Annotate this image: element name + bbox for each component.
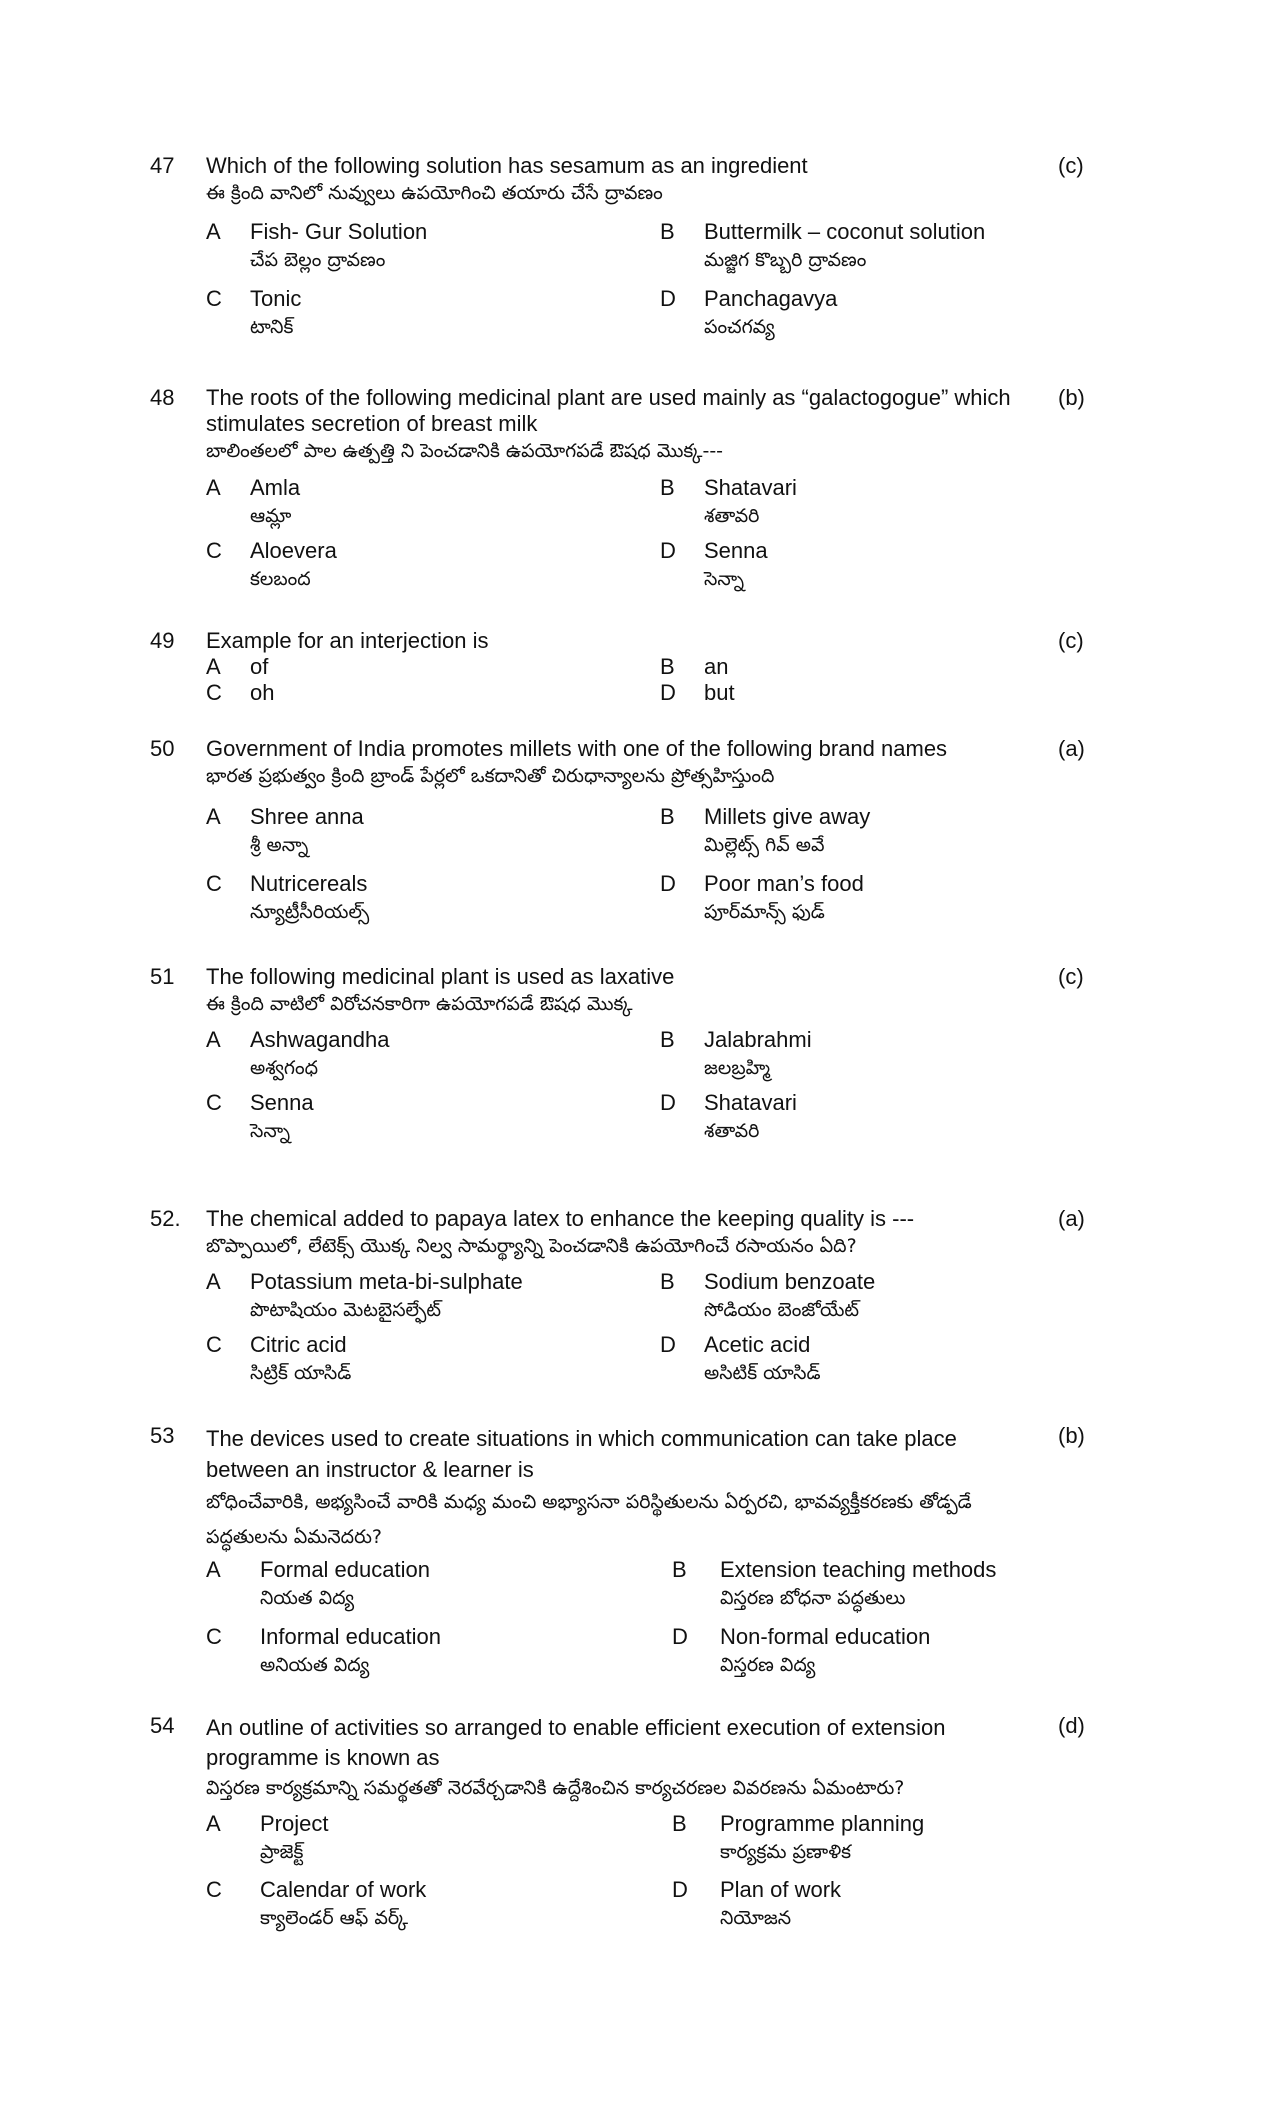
question-text-en: Which of the following solution has sesamum as an ingredient — [206, 153, 808, 178]
question-stem — [206, 628, 1066, 654]
answer-key: (b) — [1058, 1423, 1085, 1448]
question-text-en: The chemical added to papaya latex to enhance the keeping quality is --- — [206, 1206, 915, 1231]
answer-key: (b) — [1058, 385, 1085, 410]
question-text-en: An outline of activities so arranged to enable efficient execution of extension programme is known as — [206, 1715, 946, 1770]
question-number: 51 — [150, 964, 175, 989]
question-text-en: The roots of the following medicinal plant are used mainly as “galactogogue” which stimulates secretion of breast milk — [206, 385, 1011, 436]
question-number: 52. — [150, 1206, 181, 1231]
answer-key: (c) — [1058, 964, 1084, 989]
question-number: 47 — [150, 153, 175, 178]
question-text-en: The devices used to create situations in which communication can take place between an instructor & learner is — [206, 1426, 957, 1482]
question-text-en: The following medicinal plant is used as laxative — [206, 964, 675, 989]
question-stem — [206, 385, 1066, 465]
question-text-te: ఈ క్రింది వాటిలో విరోచనకారిగా ఉపయోగపడే ఔషధ మొక్క — [206, 993, 633, 1015]
question-text-te: ఈ క్రింది వానిలో నువ్వులు ఉపయోగించి తయారు చేసే ద్రావణం — [206, 182, 663, 204]
question-text-te: విస్తరణ కార్యక్రమాన్ని సమర్థతతో నెరవేర్చడానికి ఉద్దేశించిన కార్యచరణల వివరణను ఏమంటారు? — [206, 1777, 905, 1799]
answer-key: (c) — [1058, 153, 1084, 178]
question-stem — [206, 1423, 1036, 1555]
answer-key: (d) — [1058, 1713, 1085, 1738]
question-stem — [206, 153, 1066, 207]
question-number: 48 — [150, 385, 175, 410]
question-number: 50 — [150, 736, 175, 761]
question-stem — [206, 1206, 1066, 1260]
question-stem — [206, 736, 1066, 790]
question-number: 53 — [150, 1423, 175, 1448]
question-text-en: Government of India promotes millets with one of the following brand names — [206, 736, 948, 761]
question-text-te: బాలింతలలో పాల ఉత్పత్తి ని పెంచడానికి ఉపయోగపడే ఔషధ మొక్క--- — [206, 440, 724, 462]
question-stem — [206, 964, 1066, 1018]
question-text-te: బోధించేవారికి, అభ్యసించే వారికి మధ్య మంచి అభ్యాసనా పరిస్థితులను ఏర్పరచి, భావవ్యక్తీకరణకు తోడ్పడే పద్ధతులను ఏమనెదరు? — [206, 1491, 972, 1548]
question-number: 54 — [150, 1713, 175, 1738]
answer-key: (a) — [1058, 736, 1085, 761]
question-text-te: భారత ప్రభుత్వం క్రింది బ్రాండ్ పేర్లలో ఒకదానితో చిరుధాన్యాలను ప్రోత్సహిస్తుంది — [206, 765, 775, 787]
question-stem — [206, 1713, 1036, 1803]
question-number: 49 — [150, 628, 175, 653]
question-text-en: Example for an interjection is — [206, 628, 489, 653]
answer-key: (c) — [1058, 628, 1084, 653]
question-text-te: బొప్పాయిలో, లేటెక్స్ యొక్క నిల్వ సామర్థ్యాన్ని పెంచడానికి ఉపయోగించే రసాయనం ఏది? — [206, 1235, 857, 1257]
answer-key: (a) — [1058, 1206, 1085, 1231]
